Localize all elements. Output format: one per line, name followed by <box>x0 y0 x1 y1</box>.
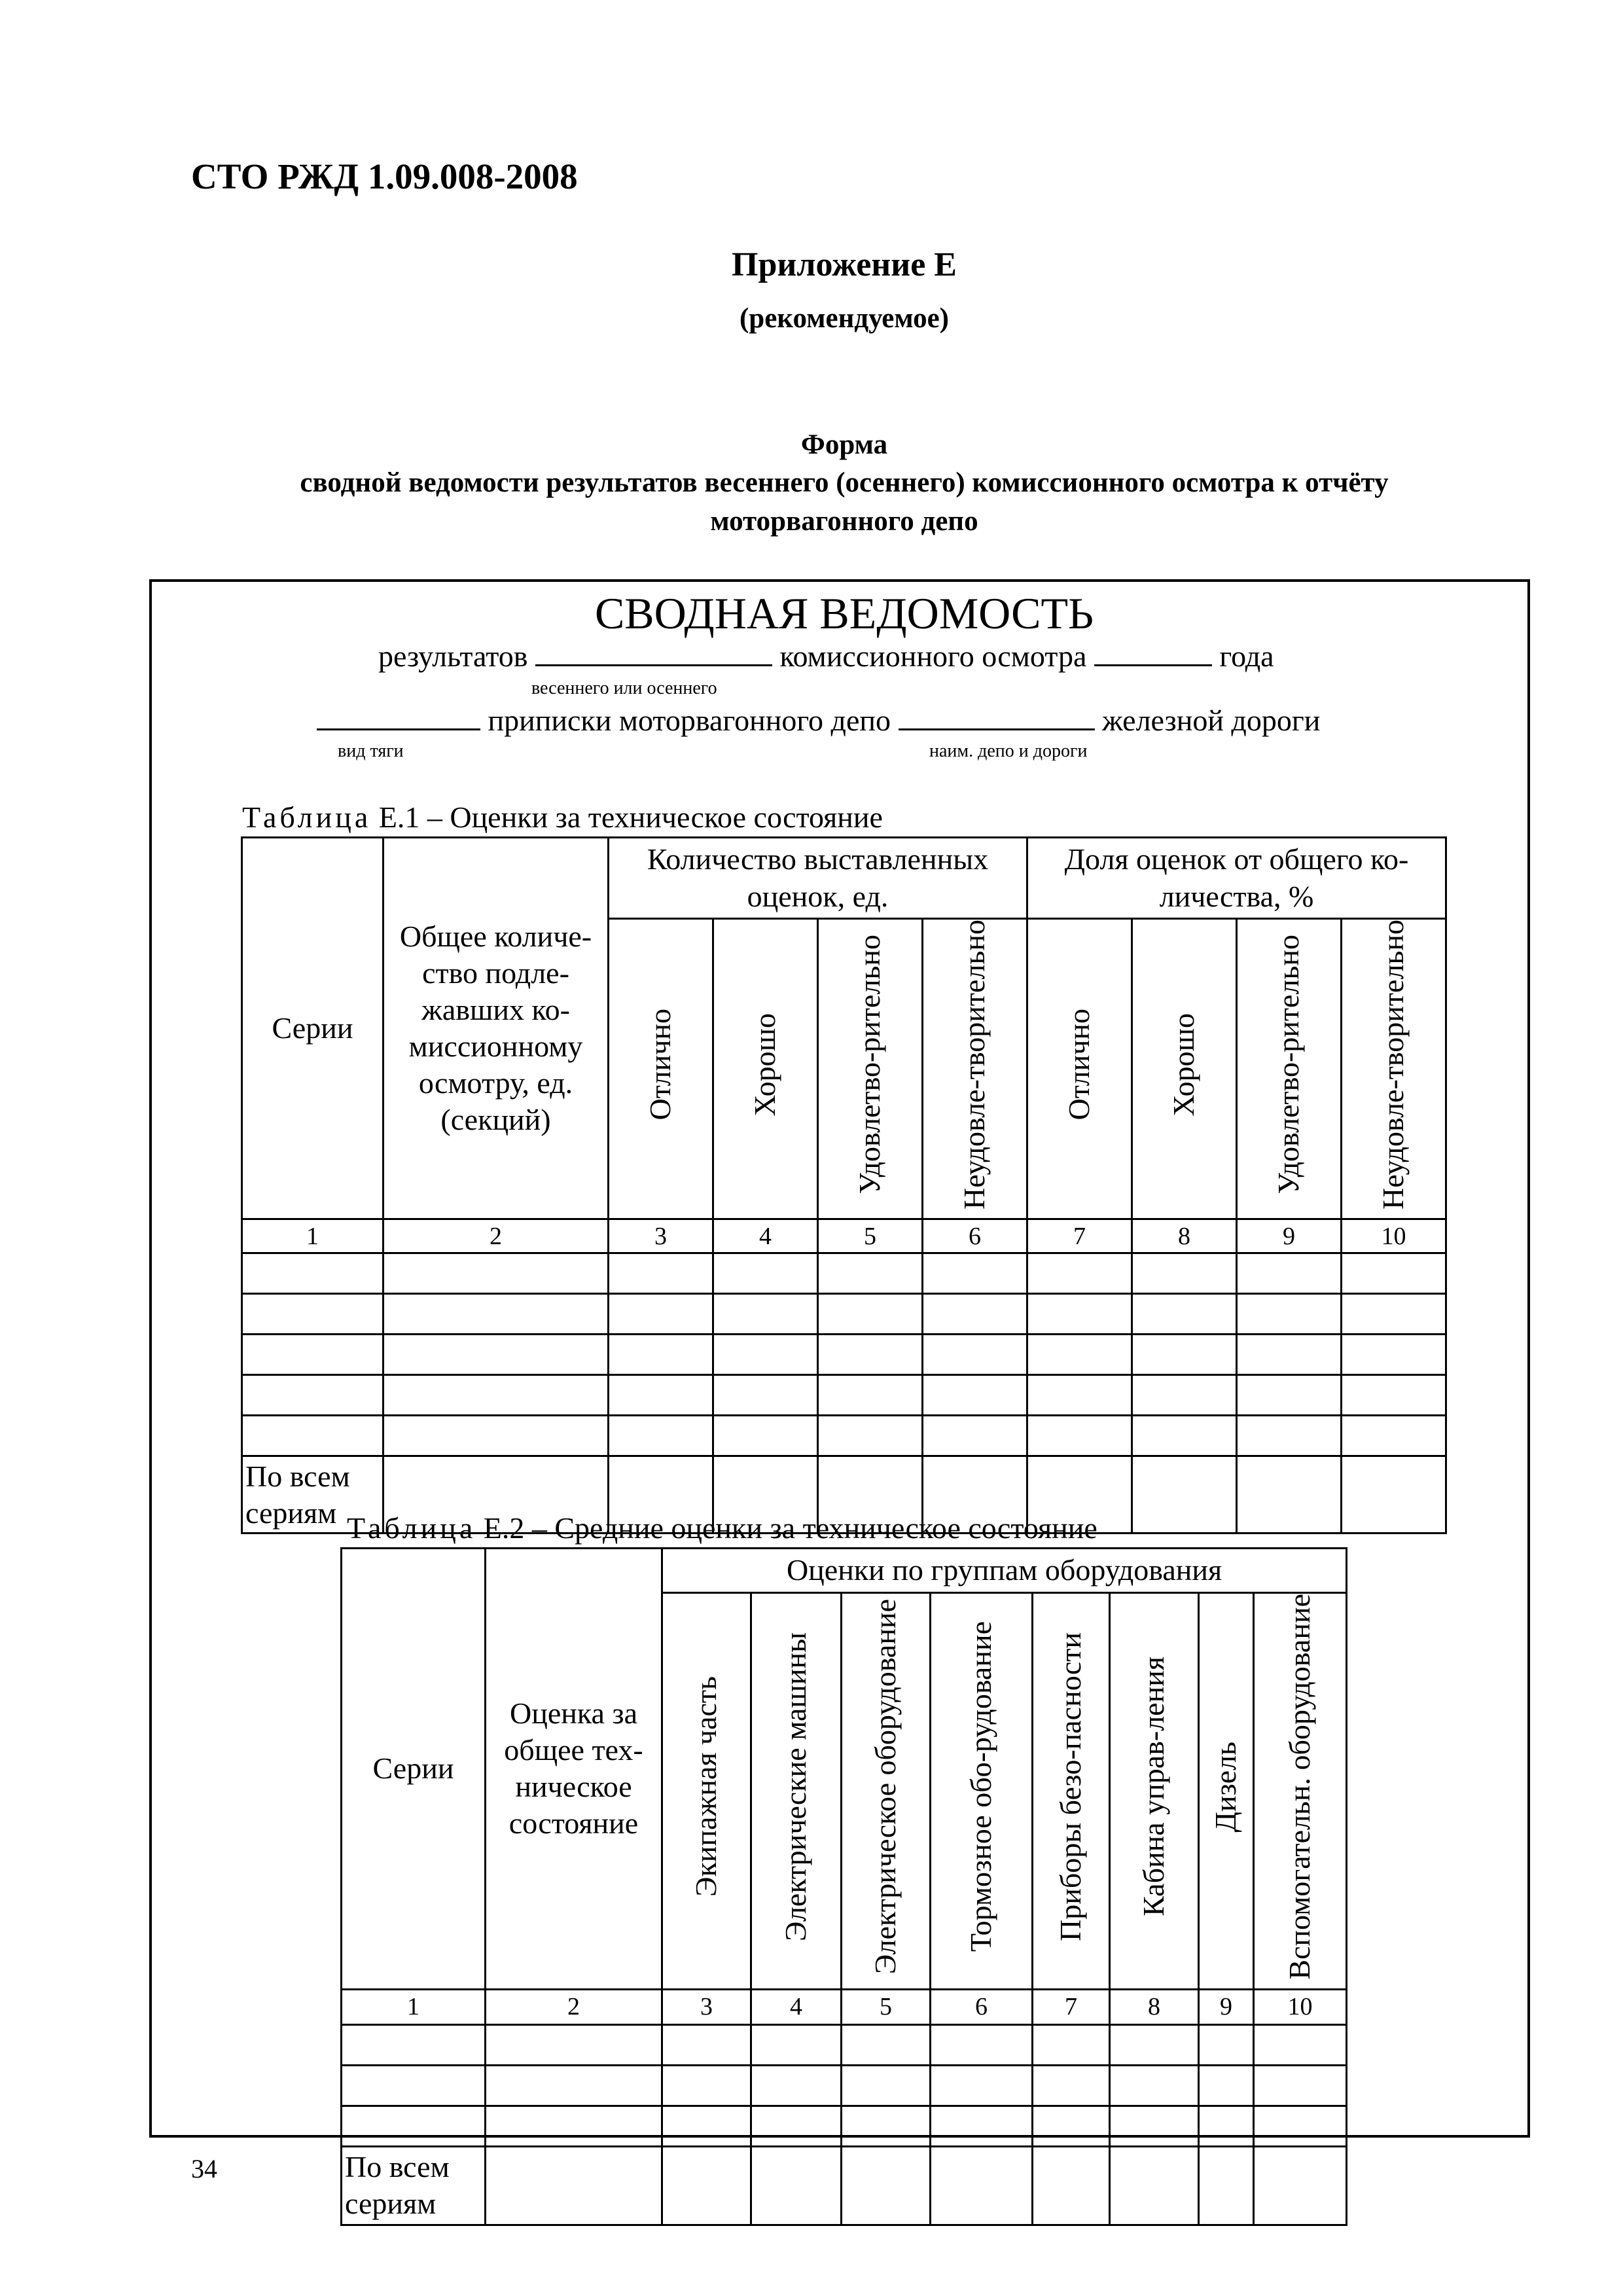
table2-caption-label: Таблица <box>347 1511 476 1545</box>
table2-col-number: 2 <box>486 1989 662 2024</box>
table-row <box>342 2106 1347 2146</box>
table2-col-number: 4 <box>751 1989 842 2024</box>
form-heading: Форма <box>800 429 888 460</box>
appendix-title: Приложение Е <box>732 246 957 283</box>
table1-caption-label: Таблица <box>242 800 372 834</box>
table2-col-number: 10 <box>1254 1989 1347 2024</box>
table1-col-number: 7 <box>1027 1219 1132 1253</box>
table1-col-number: 8 <box>1132 1219 1237 1253</box>
table2-caption-text: Е.2 – Средние оценки за техническое состояние <box>483 1511 1097 1545</box>
table2-col-number: 7 <box>1033 1989 1110 2024</box>
season-blank <box>535 641 772 666</box>
table2-header-diesel: Дизель <box>1199 1593 1254 1990</box>
table2-col-number: 1 <box>342 1989 486 2024</box>
table2-header-electric-machines: Электрические машины <box>751 1593 842 1990</box>
document-code: СТО РЖД 1.09.008-2008 <box>191 156 578 196</box>
appendix-subtitle: (рекомендуемое) <box>739 303 949 334</box>
table1-col-number: 9 <box>1237 1219 1342 1253</box>
table1-col-number: 1 <box>242 1219 383 1253</box>
table1-header-series: Серии <box>242 838 383 1219</box>
table1-header-good-count: Хорошо <box>713 919 818 1219</box>
traction-type-hint: вид тяги <box>338 741 404 761</box>
table2-header-overall: Оценка за общее тех-ническое состояние <box>486 1549 662 1990</box>
table-row <box>242 1375 1446 1416</box>
table2-caption <box>347 1511 1097 1545</box>
form-description-line-2: моторвагонного депо <box>710 506 978 537</box>
table2-header-series: Серии <box>342 1549 486 1990</box>
table-row <box>242 1416 1446 1456</box>
table2-header-auxiliary-equipment: Вспомогательн. оборудование <box>1254 1593 1347 1990</box>
season-hint: весеннего или осеннего <box>531 678 717 698</box>
table2-header-safety-devices: Приборы безо-пасности <box>1033 1593 1110 1990</box>
sheet-line-2-part-a: приписки моторвагонного депо <box>488 704 891 737</box>
table2-col-number: 3 <box>662 1989 751 2024</box>
table1-col-number: 10 <box>1342 1219 1446 1253</box>
year-blank <box>1094 641 1212 666</box>
page-number: 34 <box>191 2154 217 2183</box>
sheet-line-2 <box>317 703 1320 738</box>
table1-header-unsatisfactory-count: Неудовле-творительно <box>923 919 1027 1219</box>
table2-col-number: 8 <box>1110 1989 1199 2024</box>
sheet-line-2-part-b: железной дороги <box>1102 704 1321 737</box>
table2-col-number: 6 <box>931 1989 1033 2024</box>
table1-col-number: 2 <box>383 1219 609 1253</box>
table1-number-row <box>242 1219 1446 1253</box>
table1-caption <box>242 800 883 834</box>
table1-header-share-group: Доля оценок от общего ко-личества, % <box>1027 838 1446 919</box>
sheet-line-1-part-a: результатов <box>378 639 528 673</box>
table1-header-total: Общее количе-ство подле-жавших ко-миссионному осмотру, ед. (секций) <box>383 838 609 1219</box>
traction-type-blank <box>317 705 480 730</box>
table2-header-electric-equipment: Электрическое оборудование <box>842 1593 931 1990</box>
table-row <box>242 1294 1446 1335</box>
table2-header-brake-equipment: Тормозное обо-рудование <box>931 1593 1033 1990</box>
table-row <box>342 2065 1347 2106</box>
table-e2 <box>340 1547 1347 2226</box>
table1-col-number: 5 <box>818 1219 923 1253</box>
table1-header-good-share: Хорошо <box>1132 919 1237 1219</box>
table1-header-count-group: Количество выставленных оценок, ед. <box>609 838 1027 919</box>
sheet-line-1-part-b: комиссионного осмотра <box>779 639 1087 673</box>
sheet-title: СВОДНАЯ ВЕДОМОСТЬ <box>594 588 1094 638</box>
table-row <box>342 2024 1347 2065</box>
table2-total-row <box>342 2146 1347 2225</box>
sheet-line-1-part-c: года <box>1219 639 1274 673</box>
table1-header-excellent-count: Отлично <box>609 919 713 1219</box>
table-row <box>242 1335 1446 1375</box>
table1-total-label: По всем сериям <box>242 1456 383 1534</box>
table1-header-unsatisfactory-share: Неудовле-творительно <box>1342 919 1446 1219</box>
table2-header-driver-cab: Кабина управ-ления <box>1110 1593 1199 1990</box>
table2-header-group: Оценки по группам оборудования <box>662 1549 1347 1593</box>
table2-number-row <box>342 1989 1347 2024</box>
table2-header-running-gear: Экипажная часть <box>662 1593 751 1990</box>
sheet-line-1 <box>378 639 1274 673</box>
table1-header-satisfactory-count: Удовлетво-рительно <box>818 919 923 1219</box>
table1-col-number: 3 <box>609 1219 713 1253</box>
table2-col-number: 9 <box>1199 1989 1254 2024</box>
table-e1 <box>241 836 1447 1534</box>
table2-total-label: По всем сериям <box>342 2146 486 2225</box>
table1-col-number: 4 <box>713 1219 818 1253</box>
table1-header-satisfactory-share: Удовлетво-рительно <box>1237 919 1342 1219</box>
table1-caption-text: Е.1 – Оценки за техническое состояние <box>378 800 883 834</box>
table1-header-excellent-share: Отлично <box>1027 919 1132 1219</box>
form-description-line-1: сводной ведомости результатов весеннего (осеннего) комиссионного осмотра к отчёту <box>300 467 1389 498</box>
depot-hint: наим. депо и дороги <box>929 741 1088 761</box>
table2-col-number: 5 <box>842 1989 931 2024</box>
table1-col-number: 6 <box>923 1219 1027 1253</box>
depot-blank <box>899 705 1095 730</box>
table-row <box>242 1253 1446 1294</box>
